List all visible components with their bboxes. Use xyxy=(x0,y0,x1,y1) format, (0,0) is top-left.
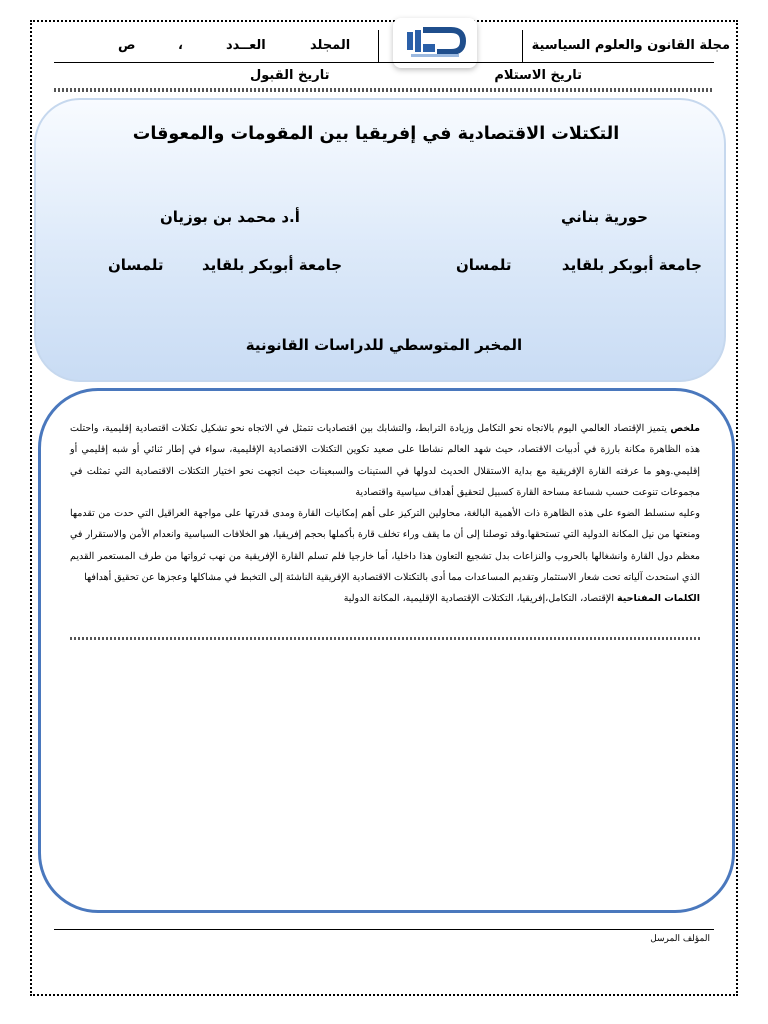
author-1: حورية بناني xyxy=(561,208,648,226)
abstract-paragraph-1 xyxy=(70,418,700,503)
journal-logo xyxy=(393,18,477,68)
sender-author-note: المؤلف المرسل xyxy=(650,934,710,944)
laboratory-name: المخبر المتوسطي للدراسات القانونية xyxy=(245,336,523,354)
abstract-paragraph-2: وعليه سنسلط الضوء على هذه الظاهرة ذات الأهمية البالغة، محاولين التركيز على أهم إمكانيات القارة ومدى قدرتها على مواجهة العراقيل التي حدت من تقدمها ومنعتها من نيل المكانة الدولية التي تستحقها.وقد توصلنا إلى أن ما يقف وراء تخلف قارة بأكملها بحجم إفريقيا، هو الخلافات السياسية وانعدام الأمن والاستقرار في معظم دول القارة وانشغالها بالحروب والنزاعات بدل تشجيع التعاون هذا داخليا، أما خارجيا فلم تسلم القارة الإفريقية من نهب ثرواتها من طرف المستعمر القديم الذي استحدث آلياته تحت شعار الاستثمار وتقديم المساعدات مما أدى بالتكتلات الاقتصادية الإفريقية الناشئة إلى التخبط في مشاكلها وعجزها عن تحقيق أهدافها xyxy=(70,508,700,584)
page-label: ص xyxy=(118,38,136,53)
affiliation-1-university: جامعة أبوبكر بلقايد xyxy=(561,256,702,274)
header-divider-left xyxy=(378,30,379,62)
journal-logo-icon xyxy=(393,18,477,68)
affiliation-2-university: جامعة أبوبكر بلقايد xyxy=(202,256,343,274)
article-title: التكتلات الاقتصادية في إفريقيا بين المقومات والمعوقات xyxy=(132,124,620,144)
journal-name: مجلة القانون والعلوم السياسية xyxy=(531,38,730,53)
header-rule xyxy=(54,62,714,63)
header-decorative-rule xyxy=(54,88,714,92)
affiliation-2-city: تلمسان xyxy=(108,256,164,274)
accepted-label: تاريخ القبول xyxy=(250,68,330,83)
keywords xyxy=(70,588,700,609)
issue-separator: ، xyxy=(178,38,183,53)
issue-label: العــدد xyxy=(226,38,266,53)
keywords-label: الكلمات المفتاحية xyxy=(617,593,700,605)
abstract-paragraph-1-text: يتميز الإقتصاد العالمي اليوم بالاتجاه نحو التكامل وزيادة الترابط، والتشابك بين اقتصاديات تتمثل في الاتجاه نحو تشكيل تكتلات اقتصادية إقليمية، واحتلت هذه الظاهرة مكانة بارزة في أدبيات الاقتصاد، حيث شهد العالم نشاطا على صعيد تكوين التكتلات الاقتصادية الإقليمية، سواء في إطار ثنائي أو شبه إقليمي أو إقليمي.وهو ما عرفته القارة الإفريقية مع بداية الاستقلال الحديث لدولها في الستينات والسبعينات حيث اتجهت نحو اختيار التكتلات الاقتصادية التي تمثلت في مجموعات تنوعت حسب شساعة مساحة القارة كسبيل لتحقيق أهداف سياسية واقتصادية xyxy=(70,423,700,498)
header-divider-right xyxy=(522,30,523,62)
abstract-decorative-rule xyxy=(70,637,700,640)
keywords-text: الإقتصاد، التكامل،إفريقيا، التكتلات الإقتصادية الإقليمية، المكانة الدولية xyxy=(343,593,614,605)
received-label: تاريخ الاستلام xyxy=(494,68,582,83)
abstract-label: ملخص xyxy=(670,423,700,434)
volume-label: المجلد xyxy=(310,38,351,53)
footnote-rule xyxy=(54,929,714,930)
affiliation-1-city: تلمسان xyxy=(456,256,512,274)
abstract xyxy=(70,418,700,610)
author-2: أ.د محمد بن بوزيان xyxy=(160,208,300,226)
